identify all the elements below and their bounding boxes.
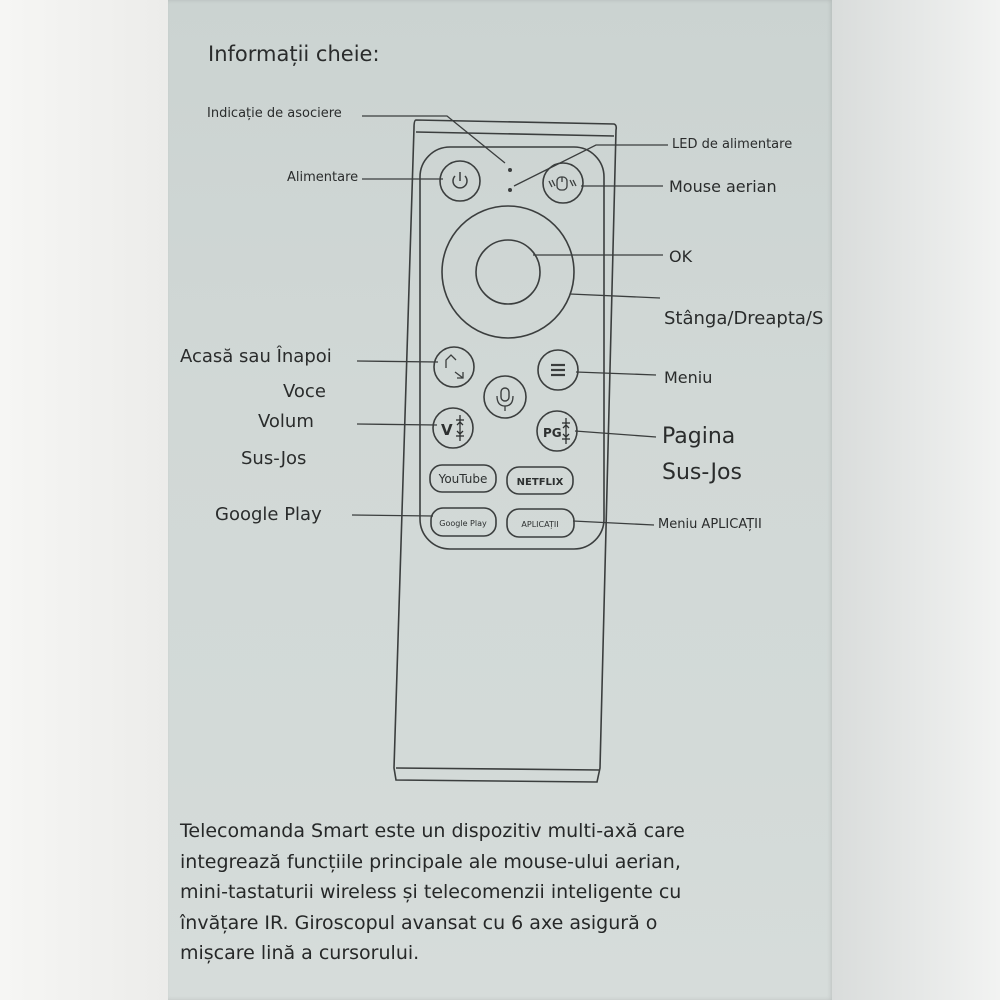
- home-back-button: [434, 347, 474, 387]
- netflix-label: NETFLIX: [516, 477, 564, 488]
- callout-line-google-play: [352, 515, 433, 516]
- label-page: Pagina: [662, 424, 736, 449]
- callout-line-led: [514, 145, 668, 186]
- label-page-updown: Sus-Jos: [662, 460, 742, 485]
- remote-body: [394, 120, 616, 782]
- page-icon: [562, 418, 570, 444]
- callout-line-volume: [357, 424, 437, 425]
- youtube-label: YouTube: [438, 472, 488, 486]
- air-mouse-icon: [549, 177, 576, 190]
- volume-button: [433, 408, 473, 448]
- volume-letter: V: [441, 421, 453, 439]
- callout-line-apps: [573, 521, 654, 525]
- page-letters: PG: [543, 426, 562, 440]
- label-menu: Meniu: [664, 368, 713, 387]
- page-title: Informații cheie:: [208, 42, 380, 66]
- ok-button: [476, 240, 540, 304]
- volume-icon: [456, 415, 464, 441]
- voice-button: [484, 376, 526, 418]
- callout-line-menu: [576, 372, 656, 375]
- label-home-back: Acasă sau Înapoi: [180, 346, 332, 367]
- callout-line-directions: [570, 294, 660, 298]
- label-air-mouse: Mouse aerian: [669, 177, 777, 196]
- label-volume: Volum: [258, 411, 314, 432]
- callout-line-home: [357, 361, 438, 362]
- label-directions: Stânga/Dreapta/S: [664, 308, 824, 329]
- label-power-led: LED de alimentare: [672, 137, 793, 152]
- label-google-play: Google Play: [215, 504, 322, 525]
- description-paragraph: Telecomanda Smart este un dispozitiv multi-axă care integrează funcțiile principale ale mouse-ului aerian, mini-tastaturii wireless și telecomenzii inteligente cu învățare IR. Giroscopul avansat cu 6 axe asigură o mișcare lină a cursorului.: [180, 820, 685, 964]
- pairing-dot: [508, 168, 512, 172]
- remote-top-edge: [416, 132, 614, 136]
- label-volume-updown: Sus-Jos: [241, 448, 307, 469]
- apps-label: APLICAȚII: [521, 520, 559, 529]
- google-play-label: Google Play: [439, 519, 487, 528]
- label-voice: Voce: [283, 381, 326, 402]
- callout-line-pairing: [362, 116, 505, 163]
- label-pairing: Indicație de asociere: [207, 106, 342, 121]
- label-ok: OK: [669, 247, 693, 266]
- remote-bottom-edge: [396, 768, 600, 770]
- label-power: Alimentare: [287, 170, 359, 185]
- dpad-ring: [442, 206, 574, 338]
- label-apps-menu: Meniu APLICAȚII: [658, 517, 762, 532]
- callout-line-page: [575, 431, 656, 437]
- led-dot: [508, 188, 512, 192]
